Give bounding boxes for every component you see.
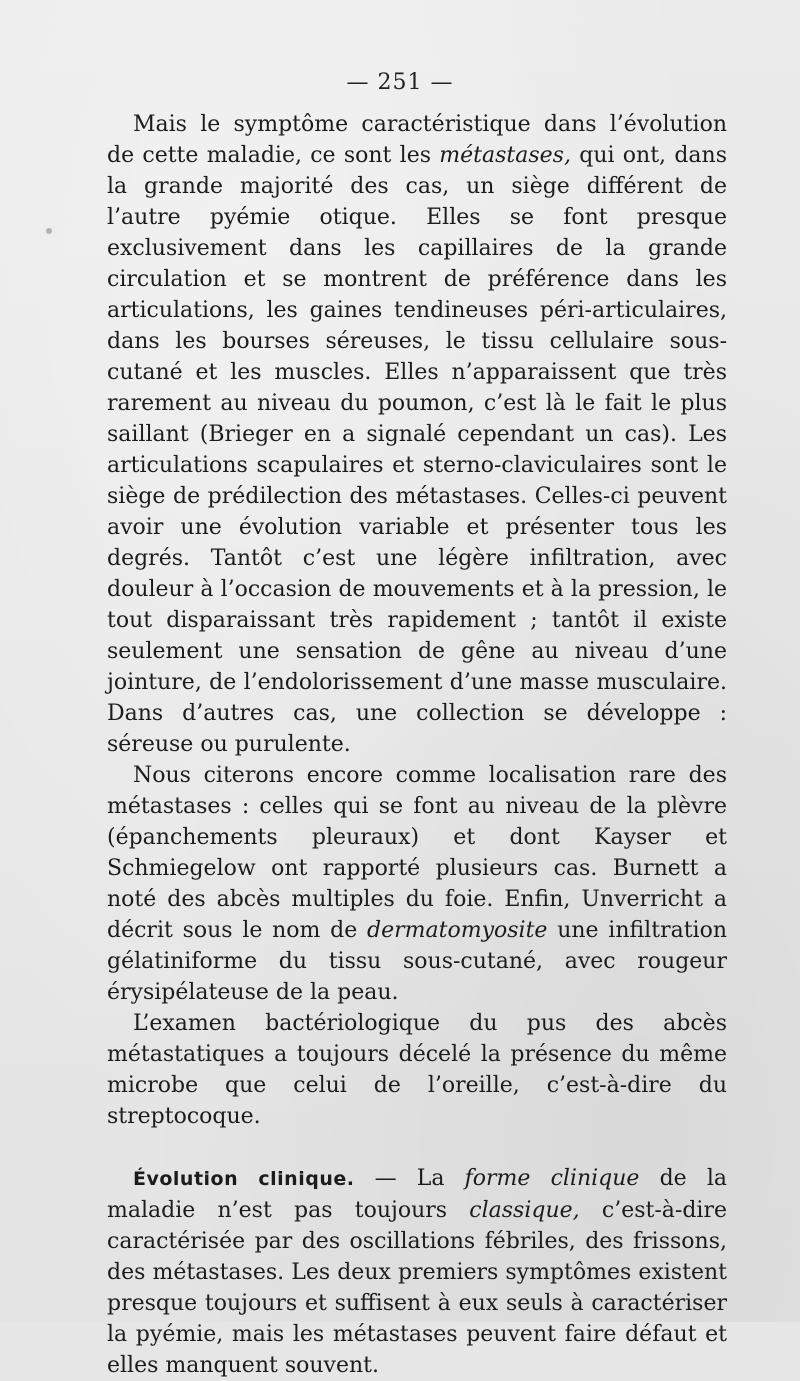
page-number: — 251 — — [346, 70, 454, 95]
italic-term: classique, — [469, 1198, 580, 1223]
italic-term: forme clinique — [464, 1166, 640, 1191]
section-title: Évolution clinique. — [133, 1168, 355, 1190]
paragraph-text: qui ont, dans la grande majorité des cas, un siège différent de l’autre pyémie otique. Elles se font presque exclusivement dans les capillaires de la grande circulation et se montrent de préférence dans les articulations, les gaines tendineuses péri-articulaires, dans les bourses séreuses, le tissu cellulaire sous-cutané et les muscles. Elles n’apparaissent que très rarement au niveau du poumon, c’est là le fait le plus saillant (Brieger en a signalé cependant un cas). Les articulations scapulaires et sterno-claviculaires sont le siège de prédilection des métastases. Celles-ci peuvent avoir une évolution variable et présenter tous les degrés. Tantôt c’est une légère infiltration, avec douleur à l’occasion de mouvements et à la pression, le tout disparaissant très rapidement ; tantôt il existe seulement une sensation de gêne au niveau d’une jointure, de l’endolorissement d’une masse musculaire. Dans d’autres cas, une collection se développe : séreuse ou purulente. — [107, 143, 727, 757]
paragraph-text: — La — [354, 1166, 465, 1191]
paragraph-rare-localisation — [107, 760, 727, 1008]
page-body — [107, 109, 727, 1381]
paragraph-text: c’est-à-dire caractérisée par des oscillations fébriles, des frissons, des métastases. Les deux premiers symptômes existent presque toujours et suffisent à eux seuls à caractériser la pyémie, mais les métastases peuvent faire défaut et elles manquent souvent. — [107, 1198, 727, 1378]
paragraph-metastases — [107, 109, 727, 760]
paragraph-text: de la maladie n’est pas toujours — [107, 1166, 727, 1223]
section-evolution-clinique — [107, 1163, 727, 1381]
paragraph-text: Mais le symptôme caractéristique dans l’évolution de cette maladie, ce sont les — [107, 112, 727, 168]
paragraph-text: Nous citerons encore comme localisation rare des métastases : celles qui se font au niveau de la plèvre (épanchements pleuraux) et dont Kayser et Schmiegelow ont rapporté plusieurs cas. Burnett a noté des abcès multiples du foie. Enfin, Unverricht a décrit sous le nom de — [107, 763, 727, 943]
paper-speck — [46, 228, 52, 234]
italic-term: dermatomyosite — [367, 918, 548, 943]
paragraph-bacteriology: L’examen bactériologique du pus des abcès métastatiques a toujours décelé la présence du même microbe que celui de l’oreille, c’est-à-dire du streptocoque. — [107, 1011, 727, 1129]
italic-term: métastases, — [439, 143, 571, 168]
paragraph-text: une infiltration gélatiniforme du tissu sous-cutané, avec rougeur érysipélateuse de la peau. — [107, 918, 727, 1005]
